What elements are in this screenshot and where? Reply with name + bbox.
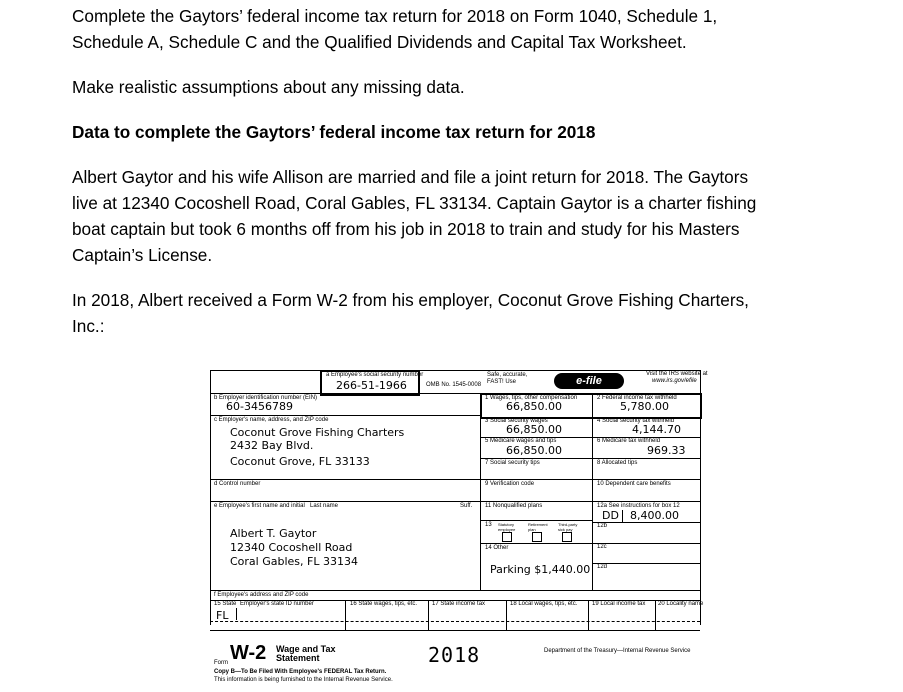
w2-form-image	[200, 360, 708, 690]
box-20-label: 20 Locality name	[658, 601, 704, 607]
form-subtitle-1: Wage and Tax	[276, 644, 336, 654]
suffix-label: Suff.	[460, 503, 473, 509]
box-12a-label: 12a See instructions for box 12	[597, 503, 680, 509]
box-1-value: 66,850.00	[506, 400, 562, 413]
state-value: FL	[216, 609, 229, 622]
box-12a-code: DD	[602, 509, 619, 522]
box-c-label: c Employer's name, address, and ZIP code	[214, 417, 329, 423]
box-b-label: b Employer identification number (EIN)	[214, 395, 318, 401]
omb-number: OMB No. 1545-0008	[426, 382, 482, 388]
para1-line-3: boat captain but took 6 months off from his job in 2018 to train and study for his Masters	[72, 219, 740, 239]
box-15-label: 15 State	[214, 601, 237, 607]
box-3-value: 66,850.00	[506, 423, 562, 436]
box-13-statutory-label: Statutory employee	[498, 522, 516, 532]
irs-url-text: www.irs.gov/efile	[652, 378, 697, 384]
irs-visit-text: Visit the IRS website at	[646, 371, 708, 377]
assumptions-text: Make realistic assumptions about any missing data.	[72, 77, 465, 97]
para1-line-4: Captain’s License.	[72, 245, 213, 265]
employee-street: 12340 Cocoshell Road	[230, 541, 353, 554]
copy-b-info: This information is being furnished to the Internal Revenue Service.	[214, 677, 393, 683]
box-18-label: 18 Local wages, tips, etc.	[510, 601, 578, 607]
para1-line-1: Albert Gaytor and his wife Allison are married and file a joint return for 2018. The Gaytors	[72, 167, 749, 187]
section-heading: Data to complete the Gaytors’ federal income tax return for 2018	[72, 122, 596, 142]
para2-line-1: In 2018, Albert received a Form W-2 from his employer, Coconut Grove Fishing Charters,	[72, 290, 749, 310]
box-17-label: 17 State income tax	[432, 601, 486, 607]
box-7-label: 7 Social security tips	[485, 460, 540, 466]
box-a-label: a Employee's social security number	[326, 372, 424, 378]
para1-line-2: live at 12340 Cocoshell Road, Coral Gables, FL 33134. Captain Gaytor is a charter fishing	[72, 193, 757, 213]
employer-street: 2432 Bay Blvd.	[230, 439, 314, 452]
copy-b-line: Copy B—To Be Filed With Employee's FEDERAL Tax Return.	[214, 669, 387, 675]
box-19-label: 19 Local income tax	[592, 601, 646, 607]
box-6-value: 969.33	[647, 444, 686, 457]
box-2-value: 5,780.00	[620, 400, 669, 413]
box-12d-label: 12d	[597, 564, 608, 570]
box-1-label: 1 Wages, tips, other compensation	[485, 395, 578, 401]
employee-city: Coral Gables, FL 33134	[230, 555, 358, 568]
box-12c-label: 12c	[597, 544, 607, 550]
treasury-dept: Department of the Treasury—Internal Revenue Service	[544, 648, 691, 654]
instruction-line-2: Schedule A, Schedule C and the Qualified Dividends and Capital Tax Worksheet.	[72, 32, 687, 52]
box-13-thirdparty-label: Third-party sick pay	[558, 522, 578, 532]
box-10-label: 10 Dependent care benefits	[597, 481, 671, 487]
box-14-value: Parking $1,440.00	[490, 563, 591, 576]
ssn-value: 266-51-1966	[336, 379, 407, 392]
box-5-label: 5 Medicare wages and tips	[485, 438, 557, 444]
form-subtitle-2: Statement	[276, 653, 320, 663]
employer-city: Coconut Grove, FL 33133	[230, 455, 370, 468]
form-title: W-2	[230, 642, 267, 664]
box-4-value: 4,144.70	[632, 423, 681, 436]
box-11-label: 11 Nonqualified plans	[485, 503, 543, 509]
retirement-plan-checkbox	[532, 532, 542, 542]
safe-text: Safe, accurate,	[487, 372, 528, 378]
box-15-id-label: Employer's state ID number	[240, 601, 314, 607]
fast-text: FAST! Use	[487, 379, 517, 385]
box-6-label: 6 Medicare tax withheld	[597, 438, 661, 444]
instruction-line-1: Complete the Gaytors’ federal income tax return for 2018 on Form 1040, Schedule 1,	[72, 6, 718, 26]
box-d-label: d Control number	[214, 481, 261, 487]
box-13-label: 13	[485, 522, 492, 528]
box-3-label: 3 Social security wages	[485, 418, 548, 424]
box-16-label: 16 State wages, tips, etc.	[350, 601, 418, 607]
form-label: Form	[214, 660, 228, 666]
box-9-label: 9 Verification code	[485, 481, 535, 487]
box-14-label: 14 Other	[485, 545, 509, 551]
box-5-value: 66,850.00	[506, 444, 562, 457]
statutory-employee-checkbox	[502, 532, 512, 542]
para2-line-2: Inc.:	[72, 316, 105, 336]
box-13-retirement-label: Retirement plan	[528, 522, 548, 532]
box-8-label: 8 Allocated tips	[597, 460, 638, 466]
box-12b-label: 12b	[597, 523, 608, 529]
box-12a-amount: 8,400.00	[630, 509, 679, 522]
box-e-label: e Employee's first name and initial	[214, 503, 305, 509]
efile-logo: e-file	[554, 373, 624, 389]
form-year: 2018	[428, 643, 481, 667]
box-2-label: 2 Federal income tax withheld	[597, 395, 677, 401]
employee-name: Albert T. Gaytor	[230, 527, 317, 540]
box-f-label: f Employee's address and ZIP code	[214, 592, 309, 598]
third-party-sick-pay-checkbox	[562, 532, 572, 542]
ein-value: 60-3456789	[226, 400, 293, 413]
last-name-label: Last name	[310, 503, 339, 509]
box-4-label: 4 Social security tax withheld	[597, 418, 675, 424]
employer-name: Coconut Grove Fishing Charters	[230, 426, 405, 439]
